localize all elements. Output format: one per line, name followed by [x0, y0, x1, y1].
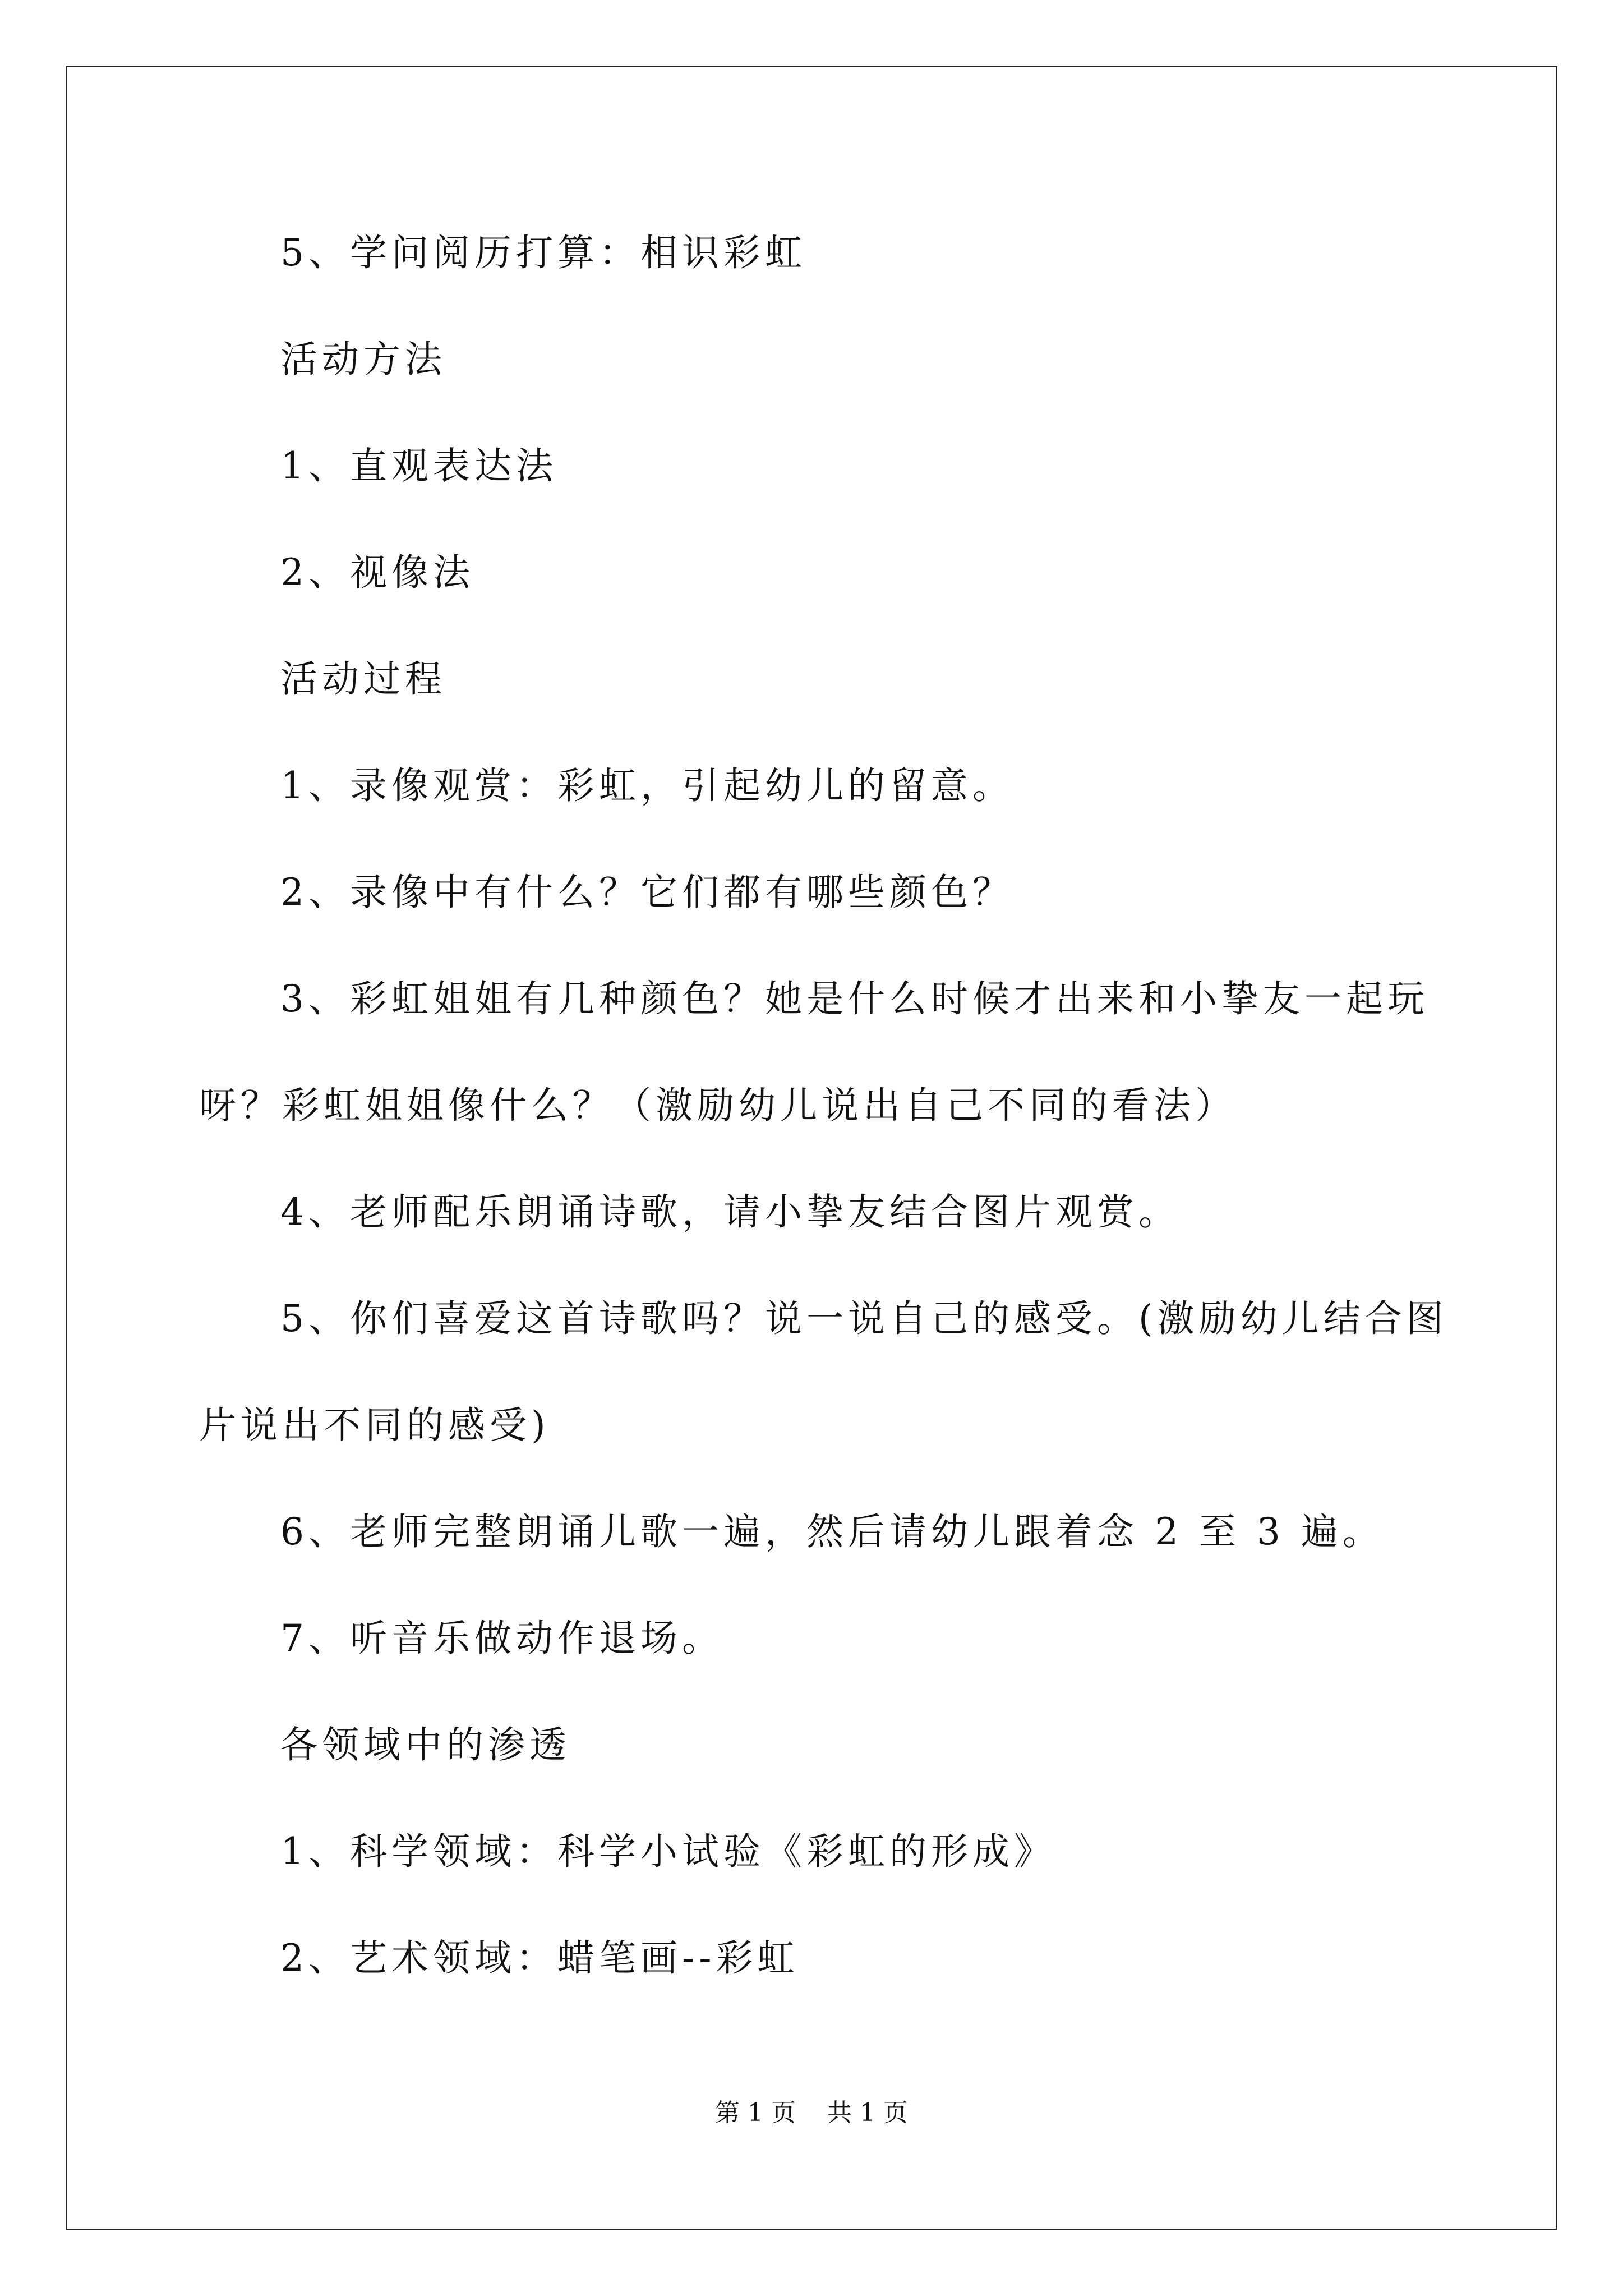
body-line-10: 片说出不同的感受) [199, 1404, 550, 1447]
body-line-8: 4、老师配乐朗诵诗歌，请小挚友结合图片观赏。 [280, 1190, 1180, 1234]
body-line-14: 2、艺术领域：蜡笔画--彩虹 [280, 1936, 799, 1980]
body-line-12: 7、听音乐做动作退场。 [280, 1617, 723, 1660]
section-heading-methods: 活动方法 [280, 338, 446, 381]
body-line-13: 1、科学领域：科学小试验《彩虹的形成》 [280, 1830, 1055, 1873]
body-line-2: 1、直观表达法 [280, 444, 557, 487]
body-line-7: 呀？彩虹姐姐像什么？（激励幼儿说出自己不同的看法） [199, 1084, 1237, 1127]
page-border [66, 66, 1557, 2230]
page-footer: 第 1 页 共 1 页 [715, 2099, 908, 2127]
body-line-1: 5、学问阅历打算：相识彩虹 [280, 231, 806, 274]
body-line-9: 5、你们喜爱这首诗歌吗？说一说自己的感受。(激励幼儿结合图 [280, 1297, 1448, 1340]
body-line-5: 2、录像中有什么？它们都有哪些颜色？ [280, 871, 1014, 914]
section-heading-domains: 各领域中的渗透 [280, 1723, 571, 1766]
body-line-6: 3、彩虹姐姐有几种颜色？她是什么时候才出来和小挚友一起玩 [280, 977, 1429, 1020]
body-line-3: 2、视像法 [280, 551, 474, 594]
section-heading-process: 活动过程 [280, 657, 446, 701]
body-line-4: 1、录像观赏：彩虹，引起幼儿的留意。 [280, 764, 1014, 807]
body-line-11: 6、老师完整朗诵儿歌一遍，然后请幼儿跟着念 2 至 3 遍。 [280, 1510, 1384, 1553]
